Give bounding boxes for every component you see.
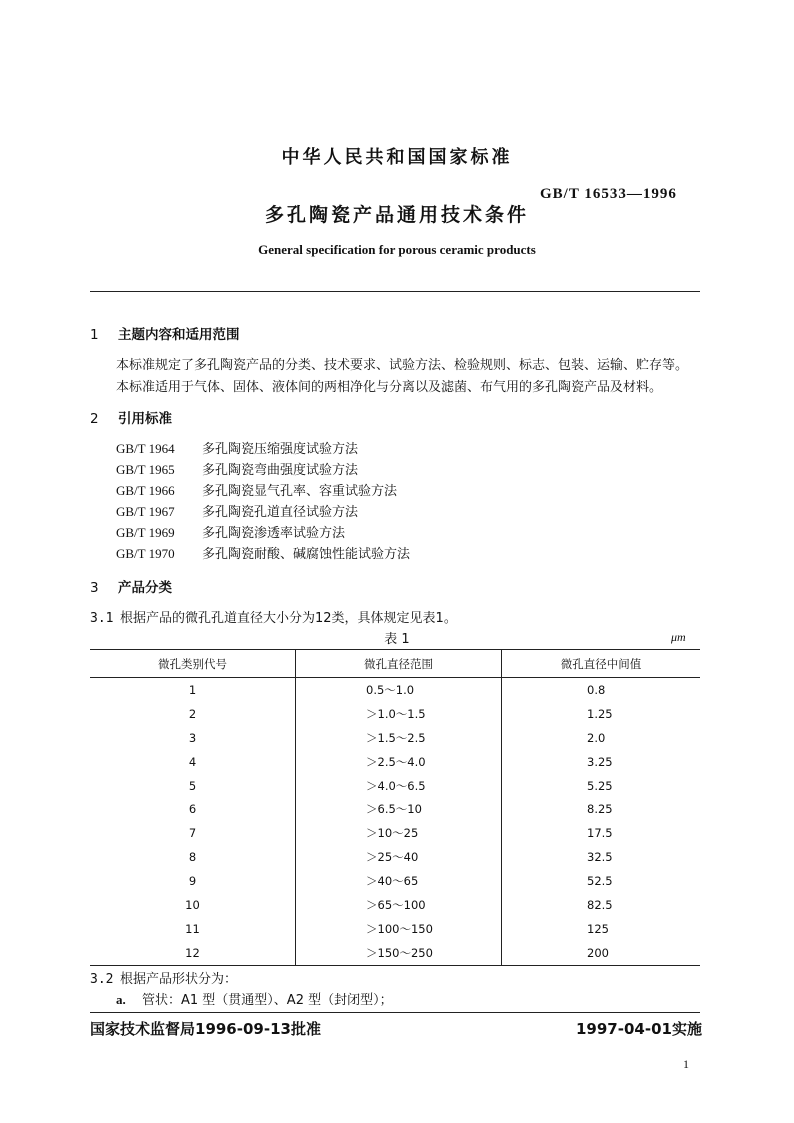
table-cell: 4 bbox=[90, 750, 296, 774]
footer-divider bbox=[90, 1012, 700, 1013]
table-cell: 3 bbox=[90, 726, 296, 750]
clause-3-2 bbox=[90, 968, 237, 987]
reference-name: 多孔陶瓷耐酸、碱腐蚀性能试验方法 bbox=[202, 547, 411, 562]
section-1-paragraph-1: 本标准规定了多孔陶瓷产品的分类、技术要求、试验方法、检验规则、标志、包装、运输、贮存等。 bbox=[116, 358, 689, 373]
section-1-title: 主题内容和适用范围 bbox=[118, 327, 240, 343]
reference-name: 多孔陶瓷孔道直径试验方法 bbox=[202, 505, 359, 520]
table-row bbox=[90, 774, 700, 798]
reference-item bbox=[116, 438, 358, 457]
table-cell: 0.5～1.0 bbox=[296, 678, 502, 702]
section-2-title: 引用标准 bbox=[118, 411, 172, 427]
table-cell: 125 bbox=[587, 921, 609, 936]
clause-3-2-text: 根据产品形状分为： bbox=[120, 972, 238, 987]
clause-3-1-number: 3.1 bbox=[90, 611, 114, 626]
table-cell: ＞150～250 bbox=[296, 941, 502, 965]
table-header-cell: 微孔类别代号 bbox=[90, 650, 296, 678]
reference-code: GB/T 1964 bbox=[116, 441, 175, 456]
table-row bbox=[90, 702, 700, 726]
table-cell: 9 bbox=[90, 869, 296, 893]
reference-code: GB/T 1966 bbox=[116, 483, 175, 498]
table-unit: μm bbox=[671, 630, 686, 644]
table-cell: 5.25 bbox=[587, 778, 613, 793]
table-cell: 0.8 bbox=[587, 682, 606, 697]
table-header-row bbox=[90, 650, 700, 678]
reference-name: 多孔陶瓷渗透率试验方法 bbox=[202, 526, 346, 541]
list-item-a bbox=[116, 989, 393, 1008]
table-cell: 17.5 bbox=[587, 826, 613, 841]
list-item-a-label: a. bbox=[116, 992, 126, 1007]
document-title-en: General specification for porous ceramic products bbox=[258, 242, 536, 257]
table-cell: ＞65～100 bbox=[296, 893, 502, 917]
table-row bbox=[90, 893, 700, 917]
table-row bbox=[90, 845, 700, 869]
section-1-heading bbox=[90, 323, 240, 343]
reference-item bbox=[116, 480, 397, 499]
table-cell: 32.5 bbox=[587, 850, 613, 865]
list-item-a-text: 管状：A1 型（贯通型）、A2 型（封闭型）； bbox=[142, 993, 393, 1008]
table-cell: ＞1.0～1.5 bbox=[296, 702, 502, 726]
section-3-number: 3 bbox=[90, 580, 99, 596]
reference-code: GB/T 1969 bbox=[116, 525, 175, 540]
clause-3-1-text: 根据产品的微孔孔道直径大小分为12类，具体规定见表1。 bbox=[120, 611, 457, 626]
page-number: 1 bbox=[683, 1057, 689, 1071]
table-cell: ＞2.5～4.0 bbox=[296, 750, 502, 774]
document-title-cn: 多孔陶瓷产品通用技术条件 bbox=[264, 204, 529, 226]
reference-code: GB/T 1965 bbox=[116, 462, 175, 477]
table-cell: 10 bbox=[90, 893, 296, 917]
table-cell: 8.25 bbox=[587, 802, 613, 817]
reference-item bbox=[116, 522, 345, 541]
section-3-heading bbox=[90, 576, 172, 596]
section-3-title: 产品分类 bbox=[118, 580, 172, 596]
reference-item bbox=[116, 543, 410, 562]
table-cell: 8 bbox=[90, 845, 296, 869]
table-cell: 82.5 bbox=[587, 897, 613, 912]
implementation-line: 1997-04-01实施 bbox=[576, 1020, 702, 1038]
reference-item bbox=[116, 459, 358, 478]
table-cell: 3.25 bbox=[587, 754, 613, 769]
table-cell: ＞10～25 bbox=[296, 821, 502, 845]
pore-class-table bbox=[90, 649, 700, 966]
table-cell: 2 bbox=[90, 702, 296, 726]
reference-code: GB/T 1967 bbox=[116, 504, 175, 519]
table-row bbox=[90, 941, 700, 965]
table-cell: ＞25～40 bbox=[296, 845, 502, 869]
header-divider bbox=[90, 291, 700, 292]
table-row bbox=[90, 726, 700, 750]
table-row bbox=[90, 750, 700, 774]
reference-name: 多孔陶瓷弯曲强度试验方法 bbox=[202, 463, 359, 478]
table-cell: ＞100～150 bbox=[296, 917, 502, 941]
approval-line: 国家技术监督局1996-09-13批准 bbox=[90, 1020, 321, 1038]
table-cell: 2.0 bbox=[587, 730, 606, 745]
clause-3-2-number: 3.2 bbox=[90, 972, 114, 987]
standard-number-text: GB/T 16533—1996 bbox=[540, 186, 677, 202]
section-1-paragraph-2: 本标准适用于气体、固体、液体间的两相净化与分离以及滤菌、布气用的多孔陶瓷产品及材料。 bbox=[116, 380, 663, 395]
table-cell: 11 bbox=[90, 917, 296, 941]
table-cell: 200 bbox=[587, 945, 609, 960]
table-row bbox=[90, 869, 700, 893]
table-header-cell: 微孔直径范围 bbox=[296, 650, 502, 678]
table-row bbox=[90, 821, 700, 845]
table-header-cell: 微孔直径中间值 bbox=[502, 650, 701, 678]
table-row bbox=[90, 678, 700, 702]
table-cell: ＞1.5～2.5 bbox=[296, 726, 502, 750]
table-cell: 7 bbox=[90, 821, 296, 845]
section-2-heading bbox=[90, 407, 172, 427]
reference-code: GB/T 1970 bbox=[116, 546, 175, 561]
table-caption: 表 1 bbox=[384, 632, 410, 647]
section-2-number: 2 bbox=[90, 411, 99, 427]
reference-name: 多孔陶瓷压缩强度试验方法 bbox=[202, 442, 359, 457]
table-cell: 5 bbox=[90, 774, 296, 798]
table-row bbox=[90, 917, 700, 941]
clause-3-1 bbox=[90, 607, 457, 626]
table-cell: 6 bbox=[90, 797, 296, 821]
section-1-number: 1 bbox=[90, 327, 99, 343]
table-cell: ＞4.0～6.5 bbox=[296, 774, 502, 798]
table-body bbox=[90, 678, 700, 966]
table-cell: 52.5 bbox=[587, 874, 613, 889]
reference-item bbox=[116, 501, 358, 520]
table-cell: ＞6.5～10 bbox=[296, 797, 502, 821]
table-cell: 12 bbox=[90, 941, 296, 965]
table-cell: 1 bbox=[90, 678, 296, 702]
reference-name: 多孔陶瓷显气孔率、容重试验方法 bbox=[202, 484, 398, 499]
table-cell: ＞40～65 bbox=[296, 869, 502, 893]
national-standard-heading: 中华人民共和国国家标准 bbox=[281, 147, 513, 168]
table-row bbox=[90, 797, 700, 821]
table-cell: 1.25 bbox=[587, 706, 613, 721]
